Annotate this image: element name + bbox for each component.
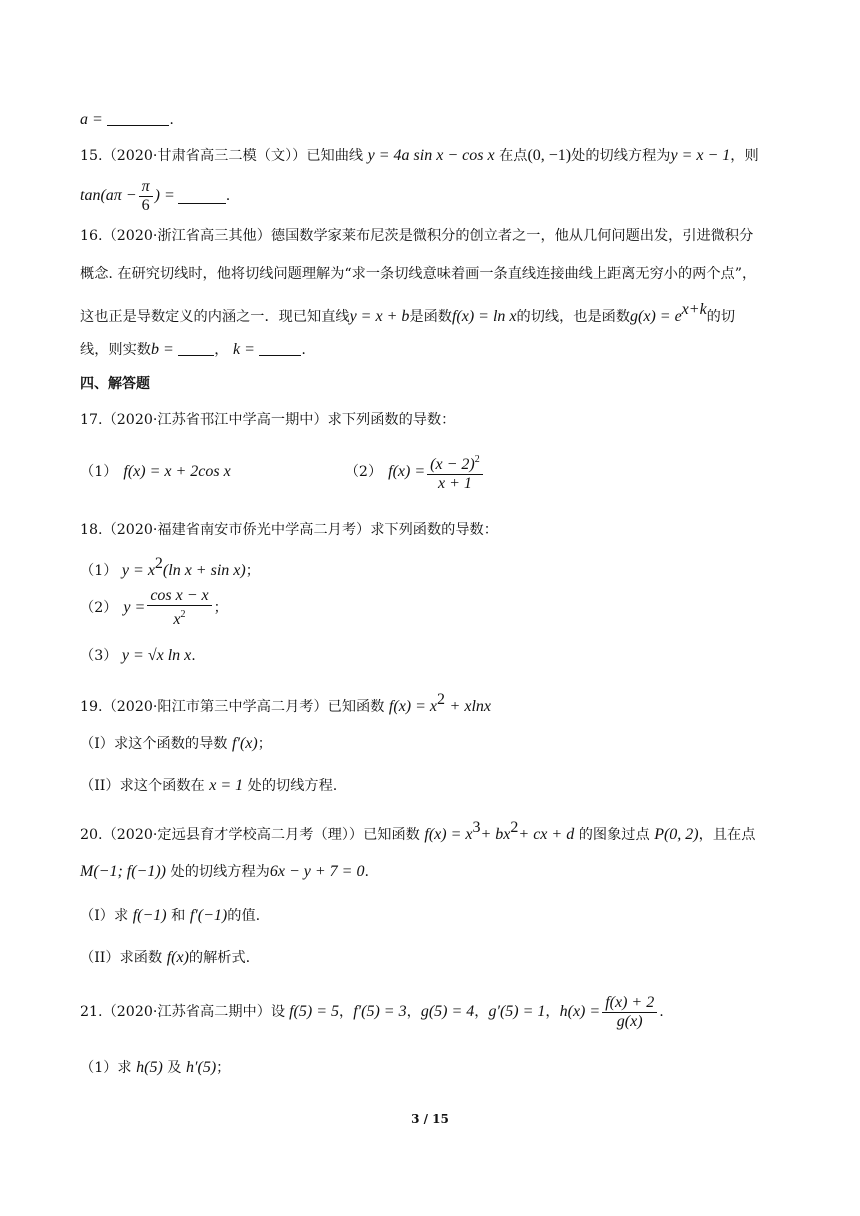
q16-number: 16. — [80, 228, 103, 244]
q16-g-exp: x+k — [681, 301, 707, 318]
q15-blank — [178, 189, 226, 204]
q21-sep: ， — [406, 1004, 421, 1020]
q20-line2 — [80, 862, 790, 882]
q21-part1 — [80, 1058, 790, 1078]
q21-cond-1: f(5) = 5 — [289, 1003, 339, 1020]
q15-source: （2020·甘肃省高三二模（文）） — [102, 148, 307, 164]
q21-p1-text: 求 — [117, 1060, 132, 1076]
q20-i-text: 求 — [113, 908, 129, 924]
q19-i-end: ； — [257, 736, 272, 752]
q16-source: （2020·浙江省高三其他） — [102, 228, 271, 244]
q17-p1-label: （1） — [80, 464, 118, 480]
q19-part-i — [80, 734, 790, 754]
q20-line1 — [80, 818, 790, 845]
q16-text: 的切线，也是函数 — [516, 309, 631, 325]
q20-ii-text: 求函数 — [119, 950, 163, 966]
q18-p1-exp: 2 — [154, 555, 163, 572]
q16-b-label: b = — [150, 341, 174, 358]
q17-p2-num: (x − 2) — [430, 456, 475, 473]
q17-p2-fraction — [427, 451, 483, 493]
q17-line1 — [80, 410, 790, 430]
q20-source: （2020·定远县育才学校高二月考（理）） — [102, 827, 364, 843]
q15-expr-right: ) = — [154, 187, 175, 204]
q20-text: 已知函数 — [363, 827, 420, 843]
q16-line1 — [80, 226, 790, 246]
q20-text3: ，且在点 — [698, 827, 756, 843]
q21-h-left: h(x) = — [559, 1003, 601, 1020]
q19-f-left: f(x) = x — [388, 698, 438, 715]
q20-i-expr1: f(−1) — [132, 907, 167, 924]
q17-p2-label: （2） — [344, 464, 383, 480]
q19-i-text: 求这个函数的导数 — [113, 736, 228, 752]
q18-p2-fraction — [147, 587, 211, 629]
q20-ii-expr: f(x) — [166, 949, 189, 966]
q21-sep: ， — [339, 1004, 354, 1020]
q19-text: 已知函数 — [327, 699, 385, 715]
q21-cond-3: g(5) = 4 — [420, 1003, 475, 1020]
q15-text: 已知曲线 — [306, 148, 364, 164]
q18-p3-label: （3） — [80, 648, 118, 664]
q15-tangent: y = x − 1 — [670, 147, 731, 164]
q16-f-eq: f(x) = ln x — [451, 308, 517, 325]
q21-h-num: f(x) + 2 — [602, 994, 657, 1013]
q15-line1 — [80, 146, 790, 166]
q19-i-expr: f′(x) — [232, 735, 258, 752]
q16-k-label: k = — [232, 341, 255, 358]
q21-source: （2020·江苏省高二期中） — [102, 1004, 271, 1020]
q21-p1-expr1: h(5) — [136, 1059, 163, 1076]
q21-line1 — [80, 990, 790, 1034]
q17-text: 求下列函数的导数： — [327, 412, 456, 428]
q19-f-right: + xlnx — [449, 698, 491, 715]
q20-end: . — [364, 864, 369, 880]
q20-part-i — [80, 906, 790, 926]
q20-text2: 的图象过点 — [578, 827, 650, 843]
q18-line1 — [80, 520, 790, 540]
q20-part-ii — [80, 948, 790, 968]
q17-p2-den: x + 1 — [437, 475, 472, 492]
q15-text: 在点 — [499, 148, 528, 164]
q18-p1-expr-b: (ln x + sin x) — [162, 562, 246, 579]
q17-number: 17. — [80, 412, 103, 428]
q20-point-m: M(−1; f(−1)) — [80, 863, 167, 880]
q20-tangent: 6x − y + 7 = 0 — [269, 863, 365, 880]
q19-ii-label: （II） — [80, 778, 120, 794]
q16-b-blank — [178, 341, 214, 356]
q18-p2-num: cos x − x — [147, 587, 211, 606]
q20-i-text3: 的值. — [227, 908, 261, 924]
q16-text: 概念. 在研究切线时，他将切线问题理解为“求一条切线意味着画一条直线连接曲线上距离无穷小的两个点”， — [80, 266, 757, 282]
q15-text: 处的切线方程为 — [571, 148, 671, 164]
q16-text: 德国数学家莱布尼茨是微积分的创立者之一，他从几何问题出发，引进微积分 — [270, 228, 754, 244]
q17-parts — [80, 450, 790, 494]
q19-number: 19. — [80, 699, 103, 715]
q21-p1-end: ； — [216, 1060, 231, 1076]
q20-number: 20. — [80, 827, 103, 843]
page-number: 3 / 15 — [411, 1112, 449, 1126]
q17-p2-num-exp: 2 — [474, 454, 480, 465]
q18-source: （2020·福建省南安市侨光中学高二月考） — [102, 522, 371, 538]
q20-i-label: （I） — [80, 908, 114, 924]
q16-text: 的切 — [706, 309, 736, 325]
q18-p2-den-exp: 2 — [180, 609, 186, 620]
q14-answer-line: a = . — [80, 111, 174, 128]
q21-p1-text2: 及 — [167, 1060, 182, 1076]
q17-p2-left: f(x) = — [388, 463, 426, 480]
q19-line1 — [80, 690, 790, 717]
q16-end: . — [301, 342, 306, 358]
q16-text: 是函数 — [409, 309, 452, 325]
q21-text: 设 — [270, 1004, 286, 1020]
q16-line4 — [80, 340, 790, 360]
q14-blank — [107, 111, 169, 126]
q15-point: (0, −1) — [527, 147, 572, 164]
section-heading: 四、解答题 — [80, 376, 150, 392]
q21-p1-label: （1） — [80, 1060, 118, 1076]
q17-source: （2020·江苏省邗江中学高一期中） — [102, 412, 328, 428]
q15-expr-left: tan(aπ − — [80, 187, 137, 204]
q19-ii-text: 求这个函数在 — [119, 778, 205, 794]
q20-point-p: P(0, 2) — [654, 826, 699, 843]
q15-number: 15. — [80, 148, 103, 164]
q19-ii-text2: 处的切线方程. — [247, 778, 338, 794]
q19-ii-expr: x = 1 — [209, 777, 244, 794]
q18-p1-label: （1） — [80, 563, 118, 579]
q20-i-expr2: f′(−1) — [189, 907, 228, 924]
q21-h-fraction — [602, 994, 657, 1031]
q21-cond-2: f′(5) = 3 — [353, 1003, 407, 1020]
q16-line-eq: y = x + b — [349, 308, 410, 325]
q15-fraction — [139, 178, 153, 215]
q15-text: ，则 — [730, 148, 759, 164]
q20-f-c: + cx + d — [518, 826, 575, 843]
q19-part-ii — [80, 776, 790, 796]
q18-p2-label: （2） — [80, 600, 118, 616]
q21-p1-expr2: h′(5) — [186, 1059, 217, 1076]
q18-number: 18. — [80, 522, 103, 538]
q16-text: 这也正是导数定义的内涵之一．现已知直线 — [80, 309, 350, 325]
q19-source: （2020·阳江市第三中学高二月考） — [102, 699, 328, 715]
q16-line2 — [80, 264, 790, 284]
q16-k-blank — [259, 341, 301, 356]
q18-p1-end: ； — [245, 563, 260, 579]
q21-end: . — [659, 1004, 664, 1020]
q18-p2-left: y = — [123, 599, 146, 616]
q20-f-a: f(x) = x — [424, 826, 473, 843]
q18-part3 — [80, 646, 790, 666]
q16-g-eq: g(x) = e — [630, 308, 682, 325]
q21-number: 21. — [80, 1004, 103, 1020]
q20-f-exp3: 3 — [472, 819, 481, 836]
q16-sep: ， — [214, 342, 229, 358]
q20-f-exp2: 2 — [510, 819, 519, 836]
q16-line3 — [80, 300, 790, 327]
q21-sep: ， — [474, 1004, 489, 1020]
q18-p3-expr: y = √x ln x — [121, 647, 192, 664]
q19-f-exp: 2 — [437, 691, 446, 708]
q18-p2-den: x — [173, 611, 181, 628]
q20-text4: 处的切线方程为 — [170, 864, 270, 880]
q18-p2-end: ； — [213, 600, 228, 616]
q21-h-den: g(x) — [616, 1012, 643, 1030]
q15-curve: y = 4a sin x − cos x — [367, 147, 495, 164]
q21-cond-4: g′(5) = 1 — [488, 1003, 546, 1020]
q20-f-b: + bx — [480, 826, 511, 843]
q15-frac-num: π — [139, 178, 153, 197]
q15-frac-den: 6 — [141, 196, 150, 214]
q20-ii-text2: 的解析式. — [188, 950, 251, 966]
q17-p1-expr: f(x) = x + 2cos x — [123, 463, 231, 480]
q15-line2: tan(aπ − $\frac{\pi}{6}$ ) = . — [80, 177, 231, 214]
q18-text: 求下列函数的导数： — [370, 522, 498, 538]
q14-var: a = — [80, 111, 103, 128]
q16-text: 线，则实数 — [80, 342, 151, 358]
q20-ii-label: （II） — [80, 950, 120, 966]
q18-p1-expr: y = x — [121, 562, 155, 579]
q20-i-text2: 和 — [171, 908, 186, 924]
q19-i-label: （I） — [80, 736, 114, 752]
q18-part2 — [80, 588, 790, 628]
q18-part1 — [80, 554, 790, 581]
q18-p3-end: . — [191, 648, 196, 664]
q21-sep: ， — [545, 1004, 560, 1020]
